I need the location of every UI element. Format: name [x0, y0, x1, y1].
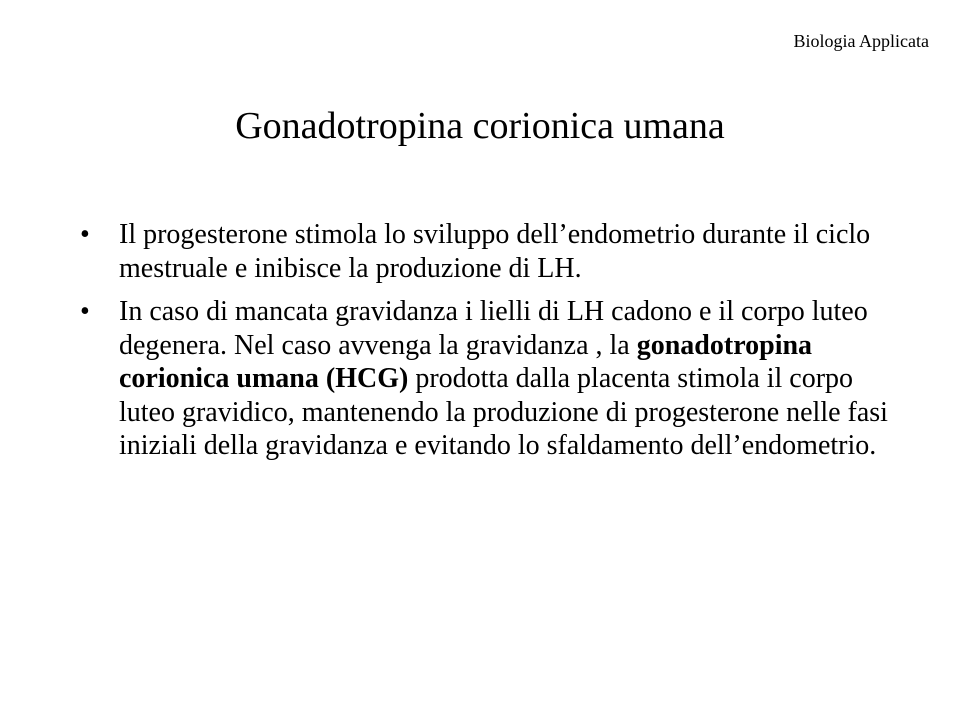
- bullet-text: Il progesterone stimola lo sviluppo dell’endometrio durante il ciclo mestruale e inibisce la produzione di LH.: [119, 219, 871, 284]
- course-header: Biologia Applicata: [793, 31, 929, 51]
- bullet-text-emphasis: gonadotropina corionica umana (HCG): [119, 329, 813, 394]
- bullet-marker: •: [80, 296, 90, 327]
- bullet-text-intro: In caso di mancata gravidanza i lielli di LH cadono e il corpo luteo degenera. Nel caso avvenga la gravidanza , la: [119, 296, 868, 361]
- bullet-list: [80, 218, 900, 473]
- slide-title: Gonadotropina corionica umana: [235, 105, 725, 147]
- bullet-item-hcg: [80, 295, 900, 463]
- bullet-item-progesterone: [80, 218, 900, 285]
- bullet-text-conclusion: prodotta dalla placenta stimola il corpo luteo gravidico, mantenendo la produzione di progesterone nelle fasi iniziali della gravidanza e evitando lo sfaldamento dell’endometrio.: [119, 363, 888, 461]
- bullet-marker: •: [80, 219, 90, 250]
